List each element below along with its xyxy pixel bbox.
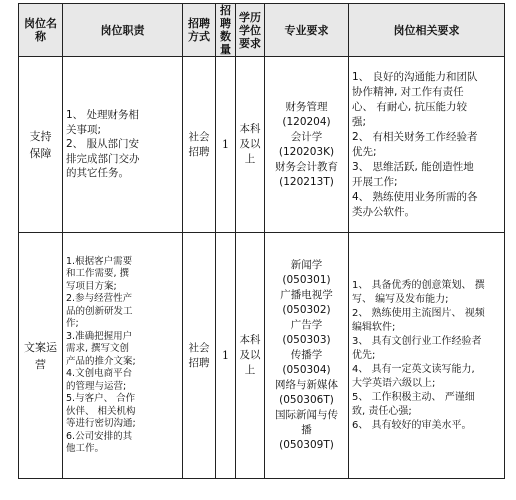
position-name-cell [19,233,63,479]
text-line: (050303) [282,334,331,346]
text-line: 岗位名 [24,17,57,30]
text-line: 6、 具有较好的审美水平。 [352,419,472,431]
text-line: 需求, 撰写文创 [66,343,130,354]
text-line: 量 [220,43,231,56]
text-line: 网络与新媒体 [275,379,338,391]
text-line: (050302) [282,304,331,316]
text-line: 写、 编写及发布能力; [352,293,449,305]
text-line: 2.参与经营性产 [66,293,133,304]
text-line: 数 [220,30,231,43]
duties-cell [63,233,183,479]
text-line: 伙伴、 相关机构 [66,405,136,417]
text-line: (050301) [282,274,331,286]
position-name [19,337,62,375]
text-line: 写项目方案; [66,280,117,292]
text-line: 支持 [29,129,52,143]
recruit-count: 1 [222,138,229,151]
education-requirement [236,120,264,169]
recruit-method [183,128,215,162]
text-line: 类办公软件。 [352,205,415,218]
text-line: 广播电视学 [280,289,333,301]
header-education [236,4,265,57]
recruit-count: 1 [222,349,229,362]
text-line: 上 [244,153,256,165]
duties-text [63,106,182,183]
text-line: 本科 [239,123,261,135]
text-line: 及以 [239,349,261,361]
recruitment-table [18,3,505,479]
recruit-count-cell [216,233,236,479]
text-line: 招 [220,4,231,17]
recruit-method-cell [183,57,216,233]
text-line: 关事项; [66,123,102,136]
duties-cell [63,57,183,233]
text-line: 学位 [239,23,261,37]
text-line: 心、 有耐心, 抗压能力较 [352,100,468,113]
text-line: 强; [352,115,367,128]
text-line: 产品的推介文案; [66,355,136,367]
text-line: 5、 工作积极主动、 严谨细 [352,391,475,403]
requirements-text [349,277,504,435]
text-line: 编辑软件; [352,321,396,333]
header-major: 专业要求 [265,4,349,57]
text-line: (120204) [282,115,331,128]
text-line: 广告学 [290,319,323,331]
text-line: 4、 具有一定英文读写能力, [352,363,475,375]
text-line: 1.根据客户需要 [66,255,133,267]
text-line: (050304) [282,364,331,376]
text-line: 致, 责任心强; [352,405,412,417]
text-line: 3、 具有文创行业工作经验者 [352,335,482,347]
text-line: 6.公司安排的其 [66,430,133,442]
table-header-row [19,4,505,57]
text-line: 的其它任务。 [66,167,129,180]
recruit-count-cell [216,57,236,233]
major-cell [265,233,349,479]
text-line: 3、 思维活跃, 能创造性地 [352,160,474,173]
text-line: 作; [66,318,79,329]
header-requirements: 岗位相关要求 [349,4,505,57]
text-line: 文案运 [24,340,57,354]
text-line: 品的创新研发工 [66,305,133,317]
text-line: 营 [35,357,46,371]
position-name [19,126,62,164]
requirements-cell [349,233,505,479]
text-line: 称 [35,30,46,43]
education-cell [236,57,265,233]
table-row [19,233,505,479]
text-line: 5.与客户、 合作 [66,393,136,404]
text-line: 他工作。 [66,443,105,454]
text-line: 播 [301,424,312,436]
text-line: 优先; [352,349,376,361]
header-recruit-method [183,4,216,57]
text-line: 的管理与运营; [66,380,127,392]
text-line: 等进行密切沟通; [66,418,136,429]
text-line: 优先; [352,145,377,158]
text-line: 财务会计教育 [275,160,338,173]
text-line: 传播学 [290,349,323,361]
text-line: 2、 服从部门安 [66,138,140,151]
text-line: 及以 [239,138,261,150]
requirements-cell [349,57,505,233]
header-duties: 岗位职责 [63,4,183,57]
major-list [265,98,348,192]
text-line: 要求 [239,36,261,50]
text-line: 3.准确把握用户 [66,330,133,342]
text-line: 4.文创电商平台 [66,368,133,379]
text-line: 保障 [29,146,52,160]
text-line: (120213T) [279,175,334,188]
education-requirement [236,331,264,380]
major-cell [265,57,349,233]
text-line: 社会 [188,130,210,143]
text-line: 方式 [188,30,210,43]
text-line: 财务管理 [285,100,328,113]
text-line: 上 [244,364,256,376]
position-name-cell [19,57,63,233]
text-line: (050306T) [279,394,334,406]
text-line: 1、 良好的沟通能力和团队 [352,70,478,83]
text-line: (050309T) [279,439,334,451]
text-line: 2、 熟练使用主流图片、 视频 [352,307,485,319]
text-line: 1、 处理财务相 [66,109,140,122]
recruit-method [183,339,215,373]
duties-text [63,254,182,458]
education-cell [236,233,265,479]
text-line: 2、 有相关财务工作经验者 [352,130,478,143]
header-position-name [19,4,63,57]
text-line: 排完成部门交办 [66,152,140,165]
text-line: 招聘 [188,17,210,30]
text-line: 社会 [188,341,210,354]
header-recruit-count [216,4,236,57]
text-line: 4、 熟练使用业务所需的各 [352,190,478,203]
text-line: (120203K) [278,145,335,158]
text-line: 协作精神, 对工作有责任 [352,85,464,98]
text-line: 聘 [220,17,231,30]
major-list [265,256,348,455]
text-line: 会计学 [290,130,323,143]
text-line: 开展工作; [352,175,398,188]
text-line: 大学英语六级以上; [352,377,436,389]
requirements-text [349,68,504,222]
recruit-method-cell [183,233,216,479]
text-line: 本科 [239,334,261,346]
text-line: 国际新闻与传 [275,409,338,421]
text-line: 新闻学 [290,259,323,271]
text-line: 招聘 [188,145,210,158]
text-line: 1、 具备优秀的创意策划、 撰 [352,279,485,291]
table-row [19,57,505,233]
text-line: 和工作需要, 撰 [66,268,130,279]
text-line: 招聘 [188,356,210,369]
text-line: 学历 [239,10,261,24]
